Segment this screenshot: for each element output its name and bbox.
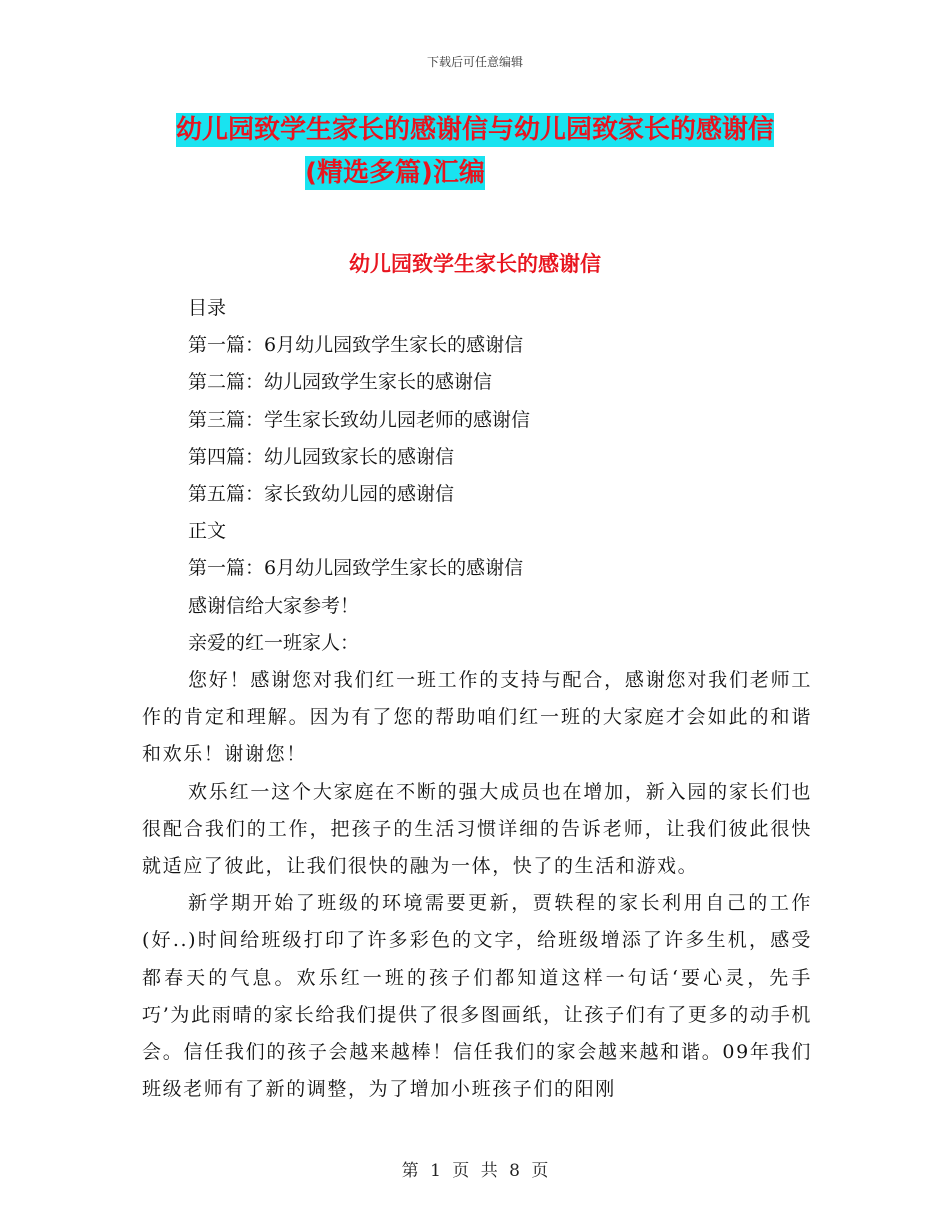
toc-heading: 目录: [188, 297, 227, 319]
toc-item: 第二篇：幼儿园致学生家长的感谢信: [188, 371, 493, 394]
body-paragraph: 欢乐红一这个大家庭在不断的强大成员也在增加，新入园的家长们也很配合我们的工作，把孩子的生活习惯详细的告诉老师，让我们彼此很快就适应了彼此，让我们很快的融为一体，快了的生活和游戏。: [142, 780, 812, 878]
toc-item: 第三篇：学生家长致幼儿园老师的感谢信: [188, 408, 531, 431]
body-paragraph: 新学期开始了班级的环境需要更新，贾轶程的家长利用自己的工作(好..)时间给班级打印了许多彩色的文字，给班级增添了许多生机，感受都春天的气息。欢乐红一班的孩子们都知道这样一句话‘要心灵，先手巧’为此雨晴的家长给我们提供了很多图画纸，让孩子们有了更多的动手机会。信任我们的孩子会越来越棒！信任我们的家会越来越和谐。09年我们班级老师有了新的调整，为了增加小班孩子们的阳刚: [142, 892, 812, 1101]
title-highlight-1: 幼儿园致学生家长的感谢信与幼儿园致家长的感谢信: [175, 115, 774, 145]
section-subtitle: 幼儿园致学生家长的感谢信: [349, 252, 601, 276]
document-body: [142, 290, 812, 1108]
body-paragraph: 您好！感谢您对我们红一班工作的支持与配合，感谢您对我们老师工作的肯定和理解。因为有了您的帮助咱们红一班的大家庭才会如此的和谐和欢乐！谢谢您！: [142, 669, 812, 766]
part-title: 第一篇：6月幼儿园致学生家长的感谢信: [188, 557, 524, 580]
page-footer: 第 1 页 共 8 页: [401, 1161, 549, 1181]
header-note: 下载后可任意编辑: [426, 55, 523, 69]
toc-item: 第五篇：家长致幼儿园的感谢信: [188, 483, 455, 506]
toc-item: 第四篇：幼儿园致家长的感谢信: [188, 445, 455, 468]
document-title-line-2: [0, 156, 870, 190]
toc-item: 第一篇：6月幼儿园致学生家长的感谢信: [188, 334, 524, 357]
intro-line: 感谢信给大家参考！: [188, 594, 360, 617]
body-heading: 正文: [188, 520, 227, 543]
salutation: 亲爱的红一班家人：: [188, 631, 360, 654]
document-title-line-1: [0, 113, 950, 147]
title-highlight-2: (精选多篇)汇编: [305, 158, 485, 188]
